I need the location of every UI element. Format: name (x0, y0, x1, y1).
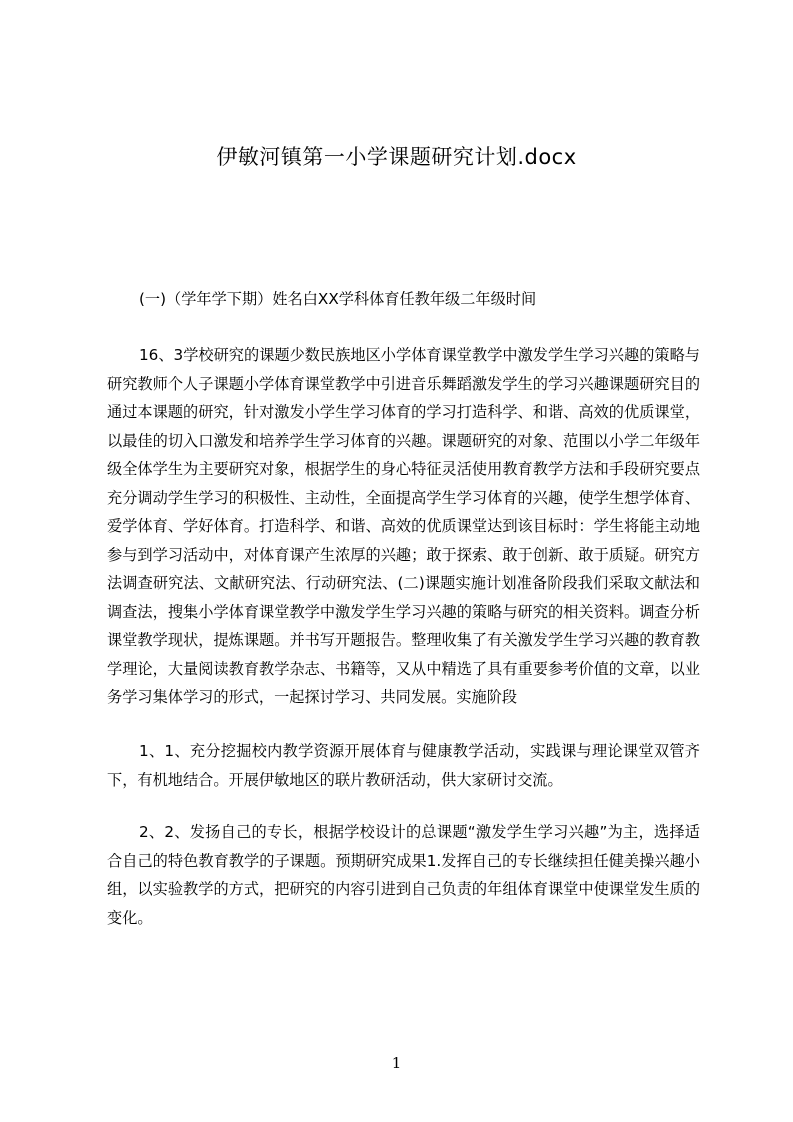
paragraph-main: 16、3学校研究的课题少数民族地区小学体育课堂教学中激发学生学习兴趣的策略与研究教师个人子课题小学体育课堂教学中引进音乐舞蹈激发学生的学习兴趣课题研究目的通过本课题的研究，针对激发小学生学习体育的学习打造科学、和谐、高效的优质课堂，以最佳的切入口激发和培养学生学习体育的兴趣。课题研究的对象、范围以小学二年级年级全体学生为主要研究对象，根据学生的身心特征灵活使用教育教学方法和手段研究要点充分调动学生学习的积极性、主动性，全面提高学生学习体育的兴趣，使学生想学体育、爱学体育、学好体育。打造科学、和谐、高效的优质课堂达到该目标时：学生将能主动地参与到学习活动中，对体育课产生浓厚的兴趣；敢于探索、敢于创新、敢于质疑。研究方法调查研究法、文献研究法、行动研究法、(二)课题实施计划准备阶段我们采取文献法和调查法，搜集小学体育课堂教学中激发学生学习兴趣的策略与研究的相关资料。调查分析课堂教学现状，提炼课题。并书写开题报告。整理收集了有关激发学生学习兴趣的教育教学理论，大量阅读教育教学杂志、书籍等，又从中精选了具有重要参考价值的文章，以业务学习集体学习的形式，一起探讨学习、共同发展。实施阶段 (107, 346, 700, 706)
page-number: 1 (391, 1054, 402, 1072)
document-title: 伊敏河镇第一小学课题研究计划.docx (216, 145, 577, 169)
paragraph-intro: (一)（学年学下期）姓名白XX学科体育任教年级二年级时间 (139, 290, 537, 308)
paragraph-item-2: 2、2、发扬自己的专长，根据学校设计的总课题“激发学生学习兴趣”为主，选择适合自己的特色教育教学的子课题。预期研究成果1.发挥自己的专长继续担任健美操兴趣小组，以实验教学的方式，把研究的内容引进到自己负责的年组体育课堂中使课堂发生质的变化。 (107, 823, 700, 927)
paragraph-item-1: 1、1、充分挖掘校内教学资源开展体育与健康教学活动，实践课与理论课堂双管齐下，有机地结合。开展伊敏地区的联片教研活动，供大家研讨交流。 (107, 742, 700, 789)
